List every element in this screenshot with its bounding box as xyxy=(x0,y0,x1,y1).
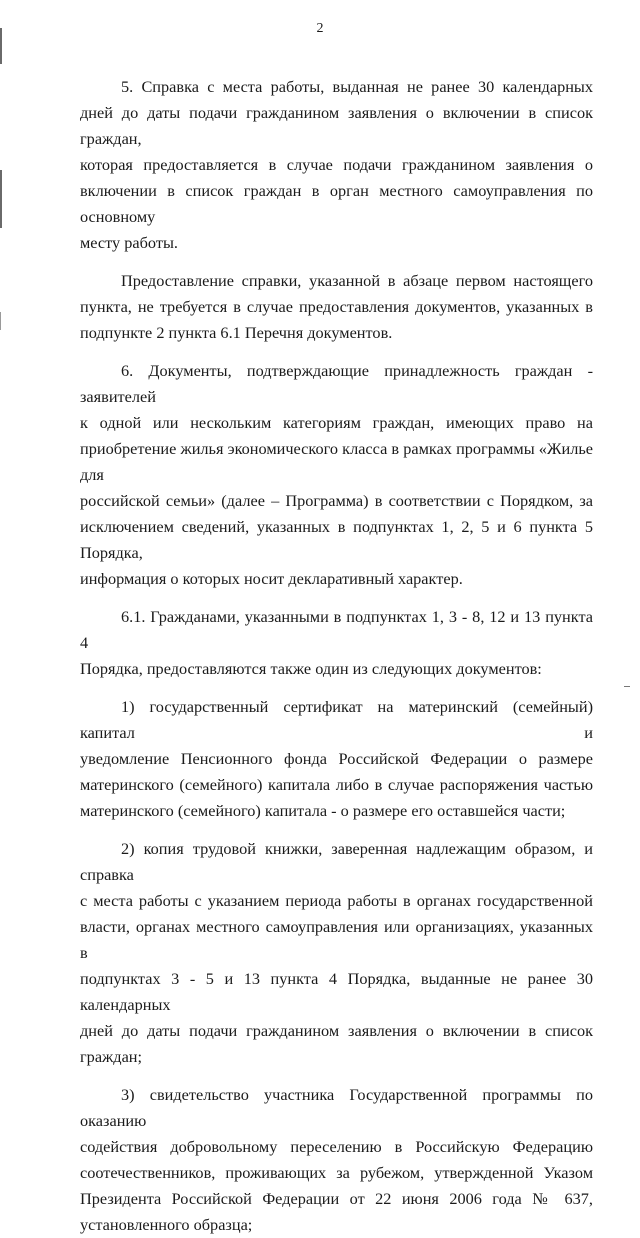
text-line: с места работы с указанием периода работы в органах государственной xyxy=(80,891,593,910)
paragraph xyxy=(80,268,593,346)
text-line: информация о которых носит декларативный характер. xyxy=(80,569,463,588)
paragraph xyxy=(80,1082,593,1238)
text-line: Предоставление справки, указанной в абзаце первом настоящего xyxy=(121,271,593,290)
scan-speck xyxy=(624,686,630,687)
text-line: материнского (семейного) капитала - о размере его оставшейся части; xyxy=(80,801,566,820)
document-body xyxy=(80,74,593,1238)
text-line: Президента Российской Федерации от 22 июня 2006 года № 637, xyxy=(80,1189,593,1208)
text-line: приобретение жилья экономического класса в рамках программы «Жилье для xyxy=(80,439,593,484)
text-line: которая предоставляется в случае подачи гражданином заявления о xyxy=(80,155,593,174)
text-line: 2) копия трудовой книжки, заверенная надлежащим образом, и справка xyxy=(80,839,593,884)
text-line: российской семьи» (далее – Программа) в соответствии с Порядком, за xyxy=(80,491,593,510)
text-line: дней до даты подачи гражданином заявления о включении в список граждан; xyxy=(80,1021,593,1066)
paragraph xyxy=(80,74,593,256)
text-line: 5. Справка с места работы, выданная не ранее 30 календарных xyxy=(121,77,593,96)
text-line: установленного образца; xyxy=(80,1215,253,1234)
text-line: включении в список граждан в орган местного самоуправления по основному xyxy=(80,181,593,226)
text-line: материнского (семейного) капитала либо в случае распоряжения частью xyxy=(80,775,593,794)
text-line: исключением сведений, указанных в подпунктах 1, 2, 5 и 6 пункта 5 Порядка, xyxy=(80,517,593,562)
paragraph xyxy=(80,836,593,1070)
text-line: 1) государственный сертификат на материнский (семейный) капитал и xyxy=(80,697,593,742)
scan-edge-mark xyxy=(0,312,1,330)
paragraph xyxy=(80,604,593,682)
text-line: пункта, не требуется в случае предоставления документов, указанных в xyxy=(80,297,593,316)
paragraph xyxy=(80,694,593,824)
text-line: 6. Документы, подтверждающие принадлежность граждан - заявителей xyxy=(80,361,593,406)
text-line: уведомление Пенсионного фонда Российской Федерации о размере xyxy=(80,749,593,768)
paragraph xyxy=(80,358,593,592)
text-line: месту работы. xyxy=(80,233,178,252)
text-line: Порядка, предоставляются также один из следующих документов: xyxy=(80,659,542,678)
text-line: содействия добровольному переселению в Российскую Федерацию xyxy=(80,1137,593,1156)
text-line: 3) свидетельство участника Государственной программы по оказанию xyxy=(80,1085,593,1130)
text-line: к одной или нескольким категориям граждан, имеющих право на xyxy=(80,413,593,432)
text-line: дней до даты подачи гражданином заявления о включении в список граждан, xyxy=(80,103,593,148)
scan-edge-mark xyxy=(0,170,2,228)
text-line: 6.1. Гражданами, указанными в подпунктах 1, 3 - 8, 12 и 13 пункта 4 xyxy=(80,607,593,652)
text-line: соотечественников, проживающих за рубежом, утвержденной Указом xyxy=(80,1163,593,1182)
text-line: власти, органах местного самоуправления или организациях, указанных в xyxy=(80,917,593,962)
page-number: 2 xyxy=(316,21,324,36)
text-line: подпунктах 3 - 5 и 13 пункта 4 Порядка, выданные не ранее 30 календарных xyxy=(80,969,593,1014)
text-line: подпункте 2 пункта 6.1 Перечня документов. xyxy=(80,323,393,342)
